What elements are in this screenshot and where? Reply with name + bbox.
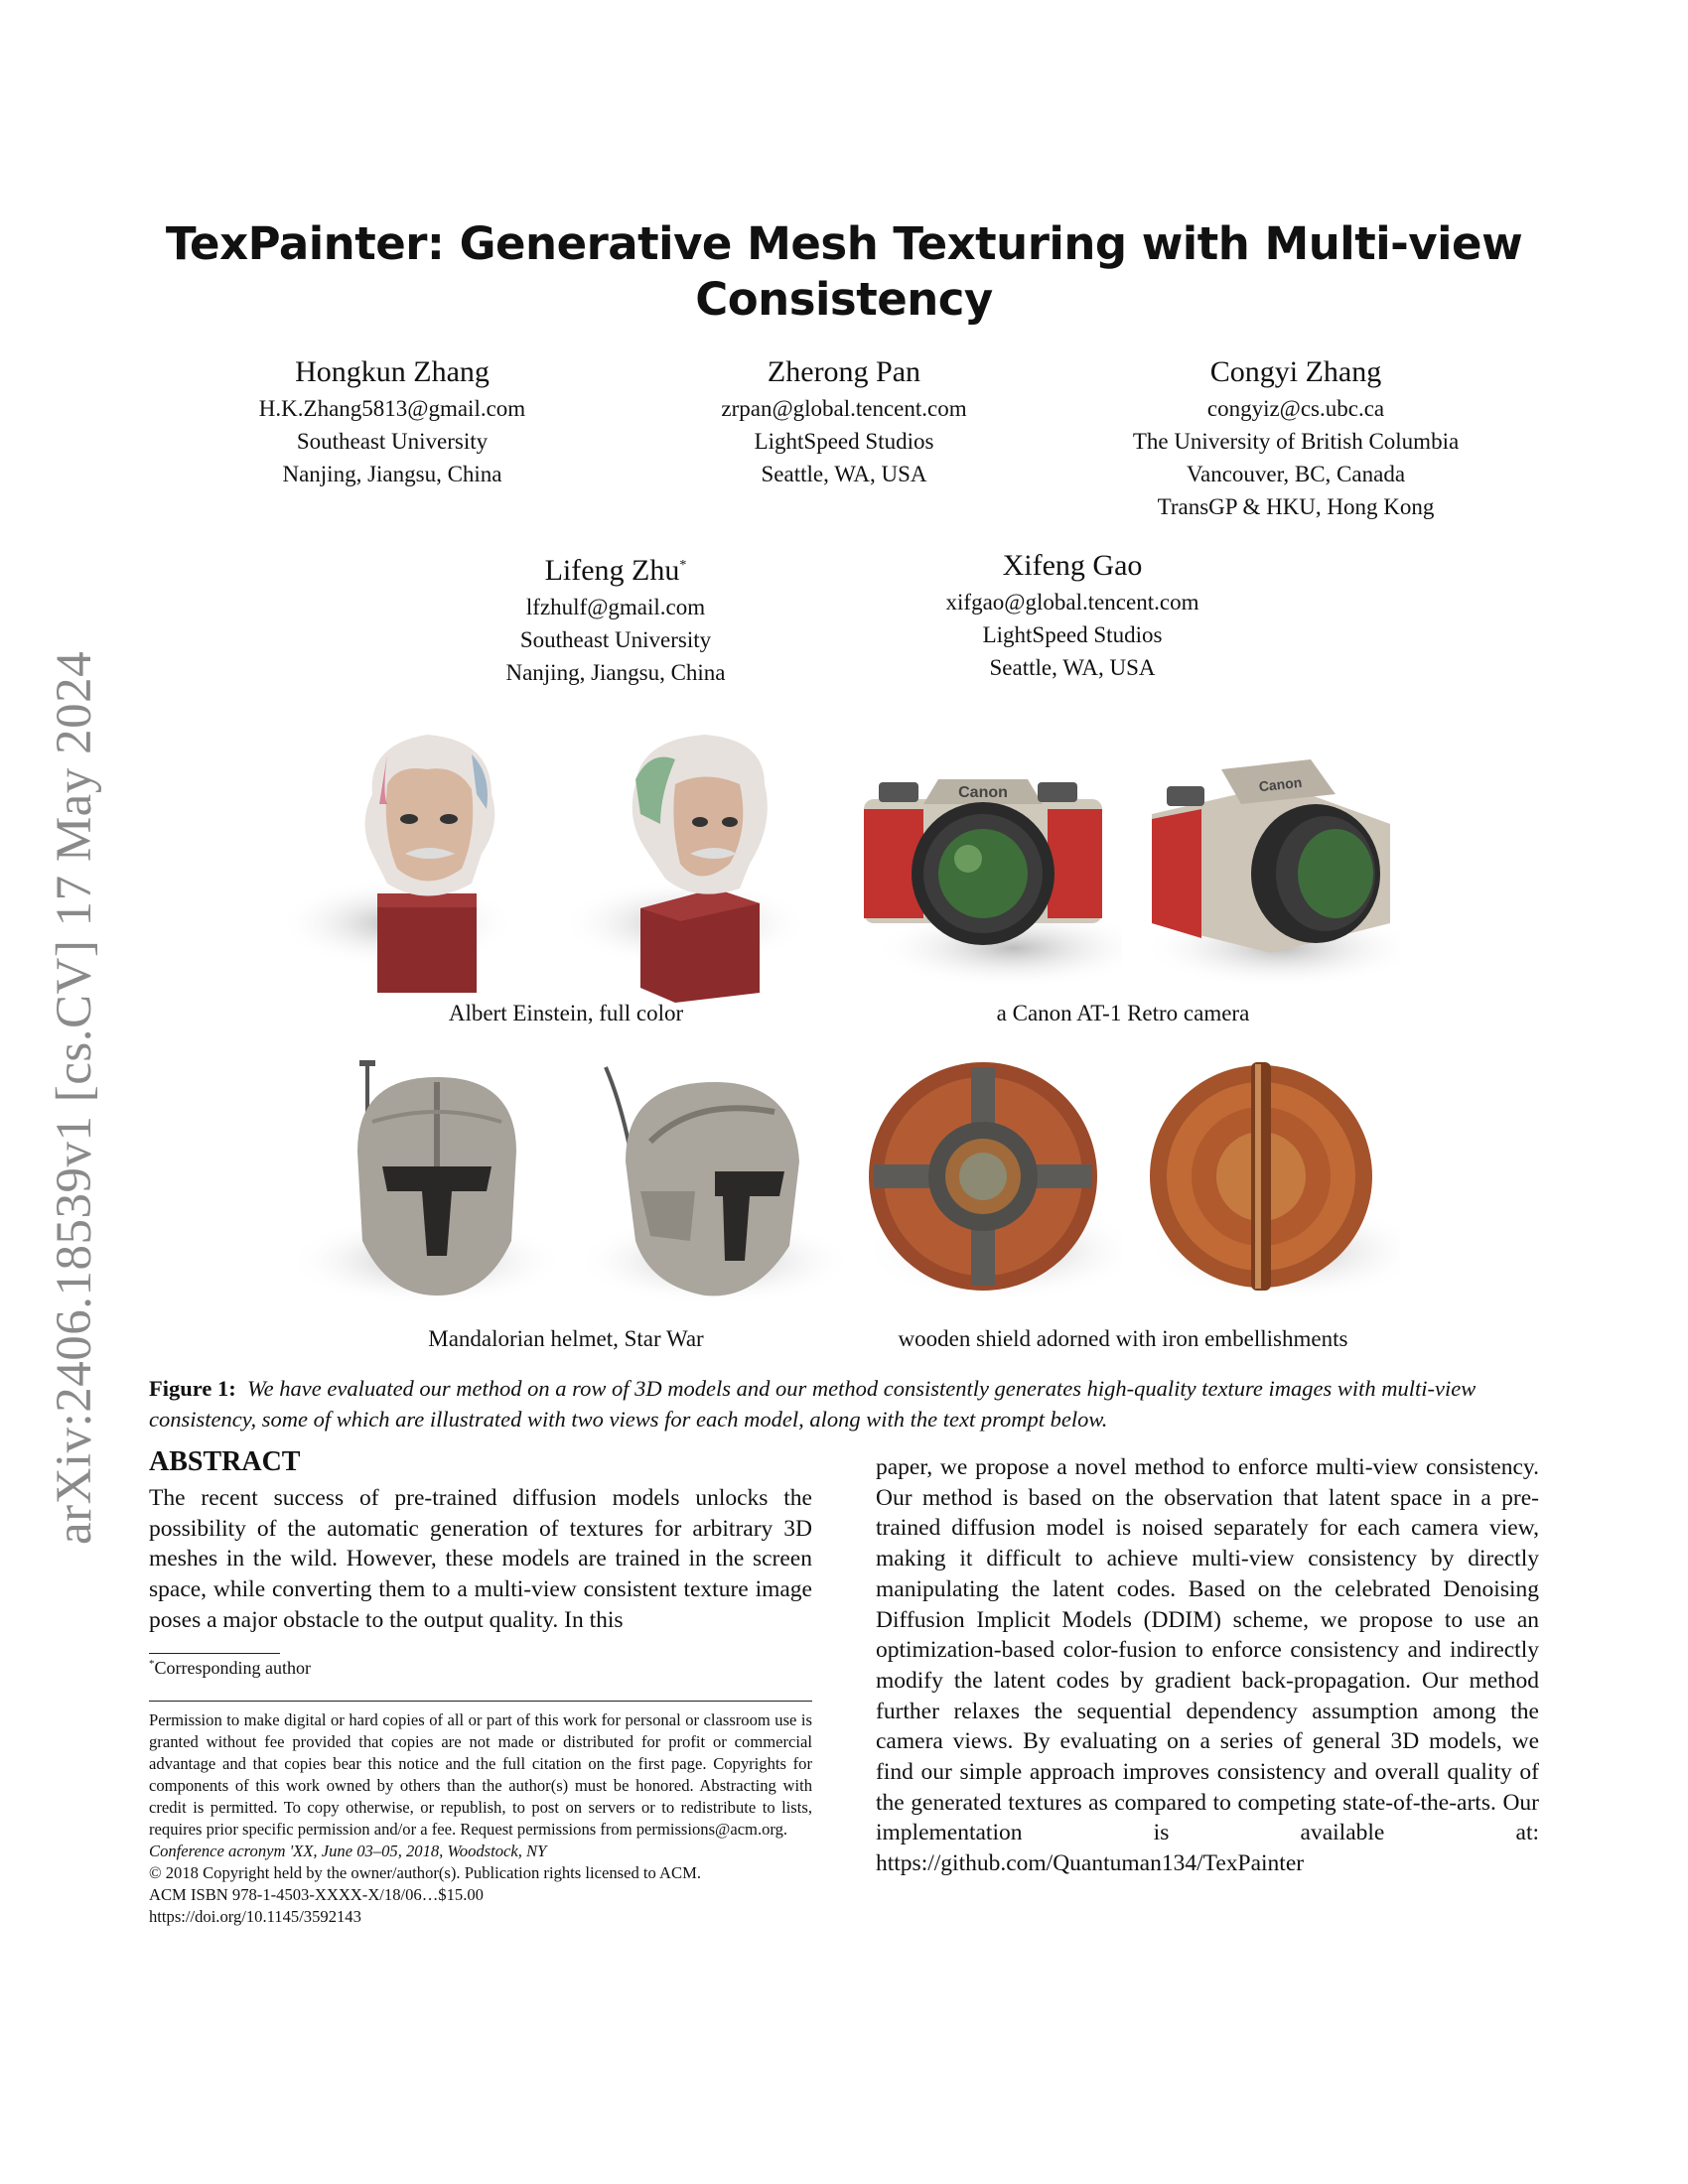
shield-view-1 xyxy=(844,1042,1122,1320)
author-block xyxy=(894,546,1251,684)
title-line-2: Consistency xyxy=(695,273,993,326)
figure-caption-shield: wooden shield adorned with iron embellishments xyxy=(898,1326,1348,1351)
author-block xyxy=(660,352,1028,490)
author-block xyxy=(437,546,794,689)
author-extra-affiliation: TransGP & HKU, Hong Kong xyxy=(1157,494,1435,519)
author-email[interactable]: H.K.Zhang5813@gmail.com xyxy=(258,396,526,421)
shield-view-2 xyxy=(1122,1042,1400,1320)
footnote-mark: * xyxy=(149,1658,155,1670)
author-location: Vancouver, BC, Canada xyxy=(1186,462,1406,486)
author-name xyxy=(437,546,794,591)
author-block xyxy=(1077,352,1514,523)
footnote-rule xyxy=(149,1653,280,1654)
author-name: Xifeng Gao xyxy=(1002,549,1143,582)
canon-logo: Canon xyxy=(1257,773,1303,795)
author-affiliation: Southeast University xyxy=(519,627,712,652)
author-location: Nanjing, Jiangsu, China xyxy=(505,660,726,685)
figure-label: Figure 1: xyxy=(149,1376,236,1401)
author-email[interactable]: lfzhulf@gmail.com xyxy=(525,595,706,619)
author-affiliation: Southeast University xyxy=(296,429,489,454)
figure-caption-einstein: Albert Einstein, full color xyxy=(448,1001,684,1025)
author-location: Seattle, WA, USA xyxy=(989,655,1156,680)
abstract-right-column xyxy=(876,1452,1539,1879)
figure-row-1 xyxy=(288,725,1402,1003)
author-location: Nanjing, Jiangsu, China xyxy=(282,462,502,486)
camera-view-1 xyxy=(844,725,1122,1003)
arxiv-stamp: arXiv:2406.18539v1 [cs.CV] 17 May 2024 xyxy=(47,650,102,1545)
permission-block xyxy=(149,1709,812,1928)
figure-caption-camera: a Canon AT-1 Retro camera xyxy=(996,1001,1250,1025)
author-affiliation: LightSpeed Studios xyxy=(754,429,934,454)
author-name: Zherong Pan xyxy=(767,355,921,388)
title-line-1: TexPainter: Generative Mesh Texturing with Multi-view xyxy=(165,217,1523,270)
permission-text: Permission to make digital or hard copies of all or part of this work for personal or classroom use is granted without fee provided that copies are not made or distributed for profit or commercial advantage and that copies bear this notice and the full citation on the first page. Copyrights for components of this work owned by others than the author(s) must be honored. Abstracting with credit is permitted. To copy otherwise, or republish, to post on servers or to redistribute to lists, requires prior specific permission and/or a fee. Request permissions from permissions@acm.org. xyxy=(149,1710,812,1839)
conference-text: Conference acronym 'XX, June 03–05, 2018, Woodstock, NY xyxy=(149,1842,547,1860)
figure-text: We have evaluated our method on a row of 3D models and our method consistently generates high-quality texture images with multi-view consistency, some of which are illustrated with two views for each model, along with the text prompt below. xyxy=(149,1376,1477,1432)
permission-rule xyxy=(149,1701,812,1702)
author-email[interactable]: zrpan@global.tencent.com xyxy=(721,396,967,421)
paper-title xyxy=(149,216,1539,328)
author-affiliation: The University of British Columbia xyxy=(1132,429,1460,454)
corresponding-mark: * xyxy=(679,558,687,573)
author-location: Seattle, WA, USA xyxy=(761,462,927,486)
einstein-view-2 xyxy=(566,725,844,1003)
figure-row-2 xyxy=(288,1042,1402,1320)
author-name: Hongkun Zhang xyxy=(295,355,490,388)
figure-caption-helmet: Mandalorian helmet, Star War xyxy=(428,1326,704,1351)
corresponding-footnote xyxy=(149,1658,311,1679)
helmet-view-2 xyxy=(566,1042,844,1320)
canon-logo: Canon xyxy=(958,784,1008,801)
abstract-left-column xyxy=(149,1445,812,1636)
author-block xyxy=(209,352,576,490)
camera-view-2 xyxy=(1122,725,1400,1003)
doi-link[interactable]: https://doi.org/10.1145/3592143 xyxy=(149,1907,361,1926)
author-name: Congyi Zhang xyxy=(1209,355,1382,388)
copyright-line: © 2018 Copyright held by the owner/author(s). Publication rights licensed to ACM. xyxy=(149,1863,701,1882)
conference-line xyxy=(149,1841,812,1862)
figure-1-caption xyxy=(149,1373,1539,1434)
author-name-text: Lifeng Zhu xyxy=(544,554,680,587)
einstein-view-1 xyxy=(288,725,566,1003)
author-affiliation: LightSpeed Studios xyxy=(982,622,1163,647)
isbn-line: ACM ISBN 978-1-4503-XXXX-X/18/06…$15.00 xyxy=(149,1885,484,1904)
abstract-heading: ABSTRACT xyxy=(149,1446,301,1477)
abstract-text-left: The recent success of pre-trained diffusion models unlocks the possibility of the automatic generation of textures for arbitrary 3D meshes in the wild. However, these models are trained in the screen space, while converting them to a multi-view consistent texture image poses a major obstacle to the output quality. In this xyxy=(149,1485,812,1633)
author-email[interactable]: xifgao@global.tencent.com xyxy=(945,590,1199,614)
author-email[interactable]: congyiz@cs.ubc.ca xyxy=(1206,396,1385,421)
footnote-text: Corresponding author xyxy=(154,1658,311,1678)
helmet-view-1 xyxy=(288,1042,566,1320)
abstract-text-right: paper, we propose a novel method to enforce multi-view consistency. Our method is based on the observation that latent space in a pre-trained diffusion model is noised separately for each camera view, making it difficult to achieve multi-view consistency by directly manipulating the latent codes. Based on the celebrated Denoising Diffusion Implicit Models (DDIM) scheme, we propose to use an optimization-based color-fusion to enforce consistency and indirectly modify the latent codes by gradient back-propagation. Our method further relaxes the sequential dependency assumption among the camera views. By evaluating on a series of general 3D models, we find our simple approach improves consistency and overall quality of the generated textures as compared to competing state-of-the-arts. Our implementation is available at: https://github.com/Quantuman134/TexPainter xyxy=(876,1454,1539,1877)
